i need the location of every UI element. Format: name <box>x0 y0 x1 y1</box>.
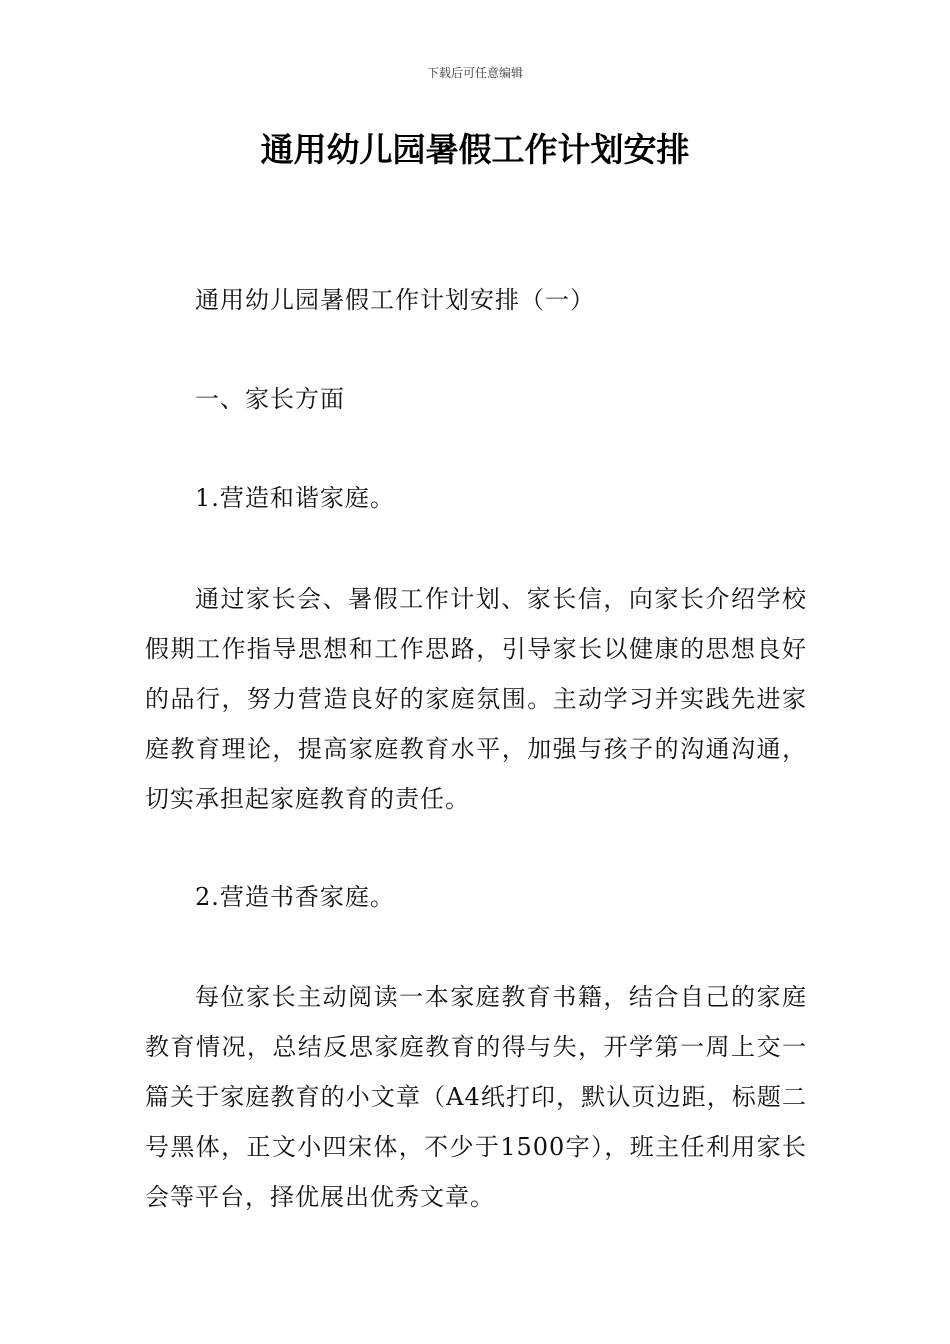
item-heading-2: 2.营造书香家庭。 <box>195 883 395 911</box>
item-heading-1: 1.营造和谐家庭。 <box>195 484 395 512</box>
section-subtitle: 通用幼儿园暑假工作计划安排（一） <box>195 286 595 314</box>
paragraph-2: 每位家长主动阅读一本家庭教育书籍，结合自己的家庭教育情况，总结反思家庭教育的得与失，开学第一周上交一篇关于家庭教育的小文章（A4纸打印，默认页边距，标题二号黑体，正文小四宋体，不少于1500字），班主任利用家长会等平台，择优展出优秀文章。 <box>145 983 807 1211</box>
section-heading-parents: 一、家长方面 <box>195 385 345 413</box>
document-title: 通用幼儿园暑假工作计划安排 <box>260 130 690 169</box>
paragraph-1: 通过家长会、暑假工作计划、家长信，向家长介绍学校假期工作指导思想和工作思路，引导家长以健康的思想良好的品行，努力营造良好的家庭氛围。主动学习并实践先进家庭教育理论，提高家庭教育水平，加强与孩子的沟通沟通，切实承担起家庭教育的责任。 <box>145 585 807 813</box>
header-note: 下载后可任意编辑 <box>426 66 523 80</box>
